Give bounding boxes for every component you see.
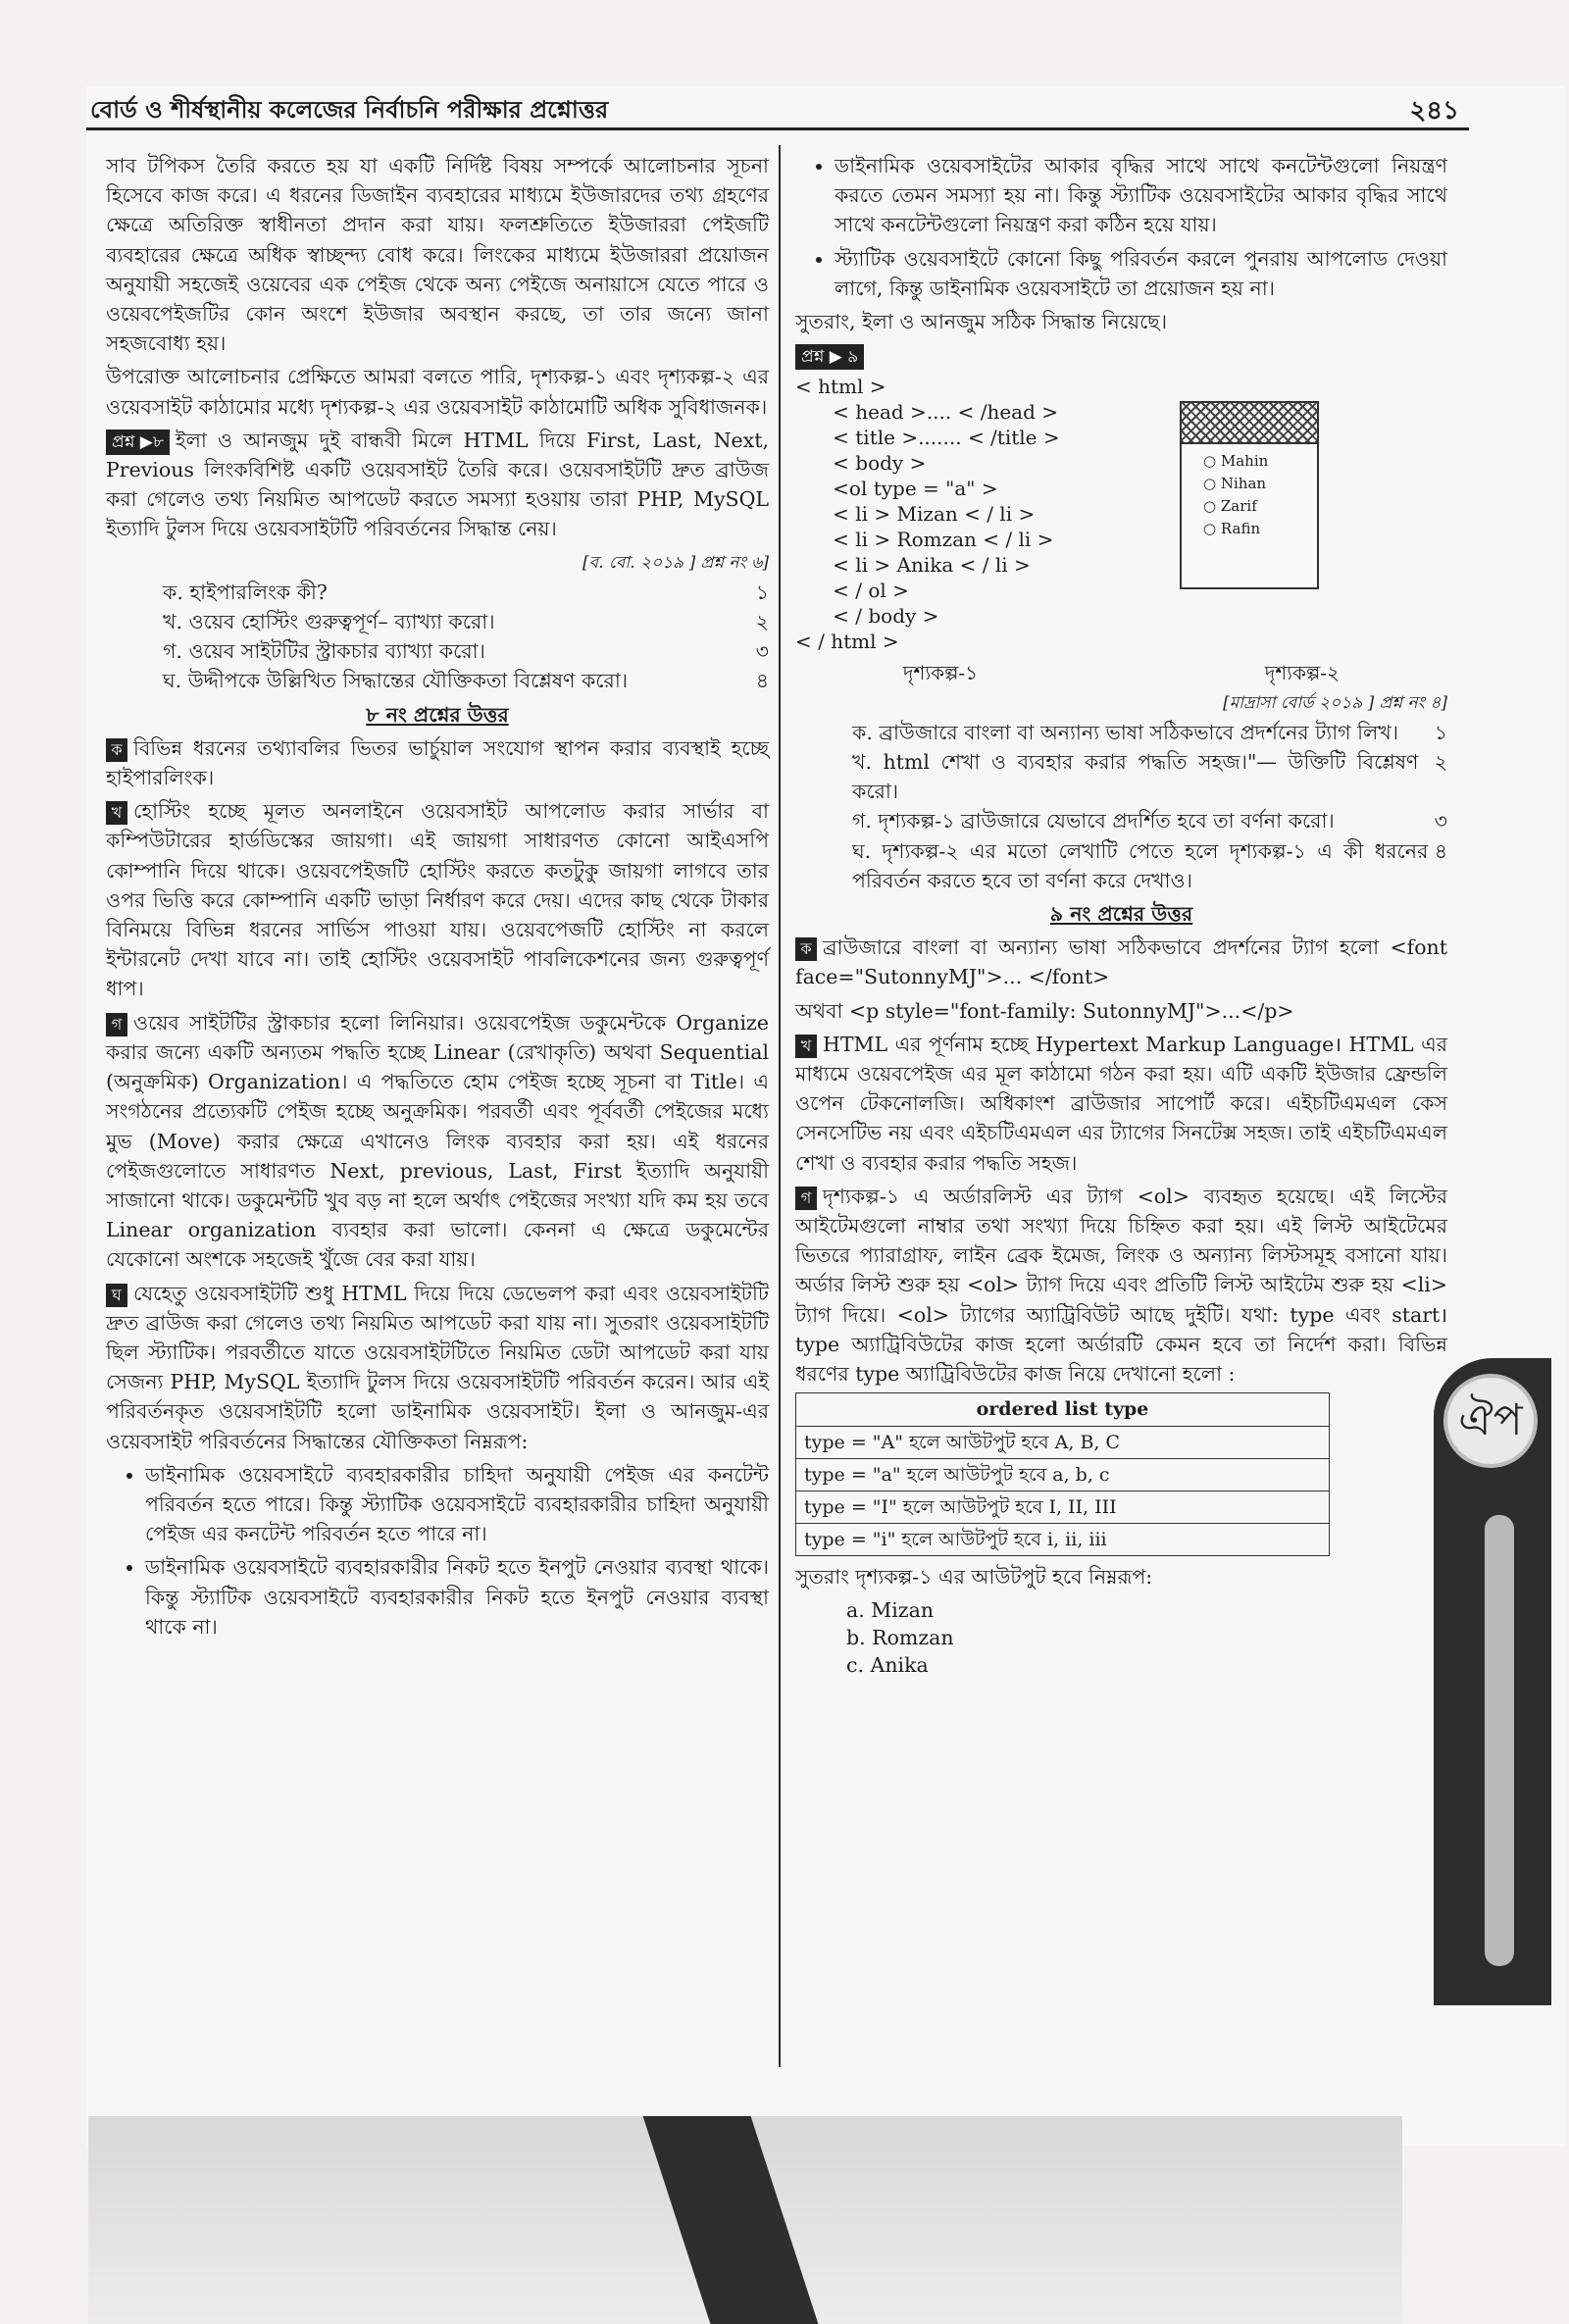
code-line: < title >....... < /title > bbox=[795, 426, 1060, 450]
left-column bbox=[106, 151, 769, 1645]
question-text: ইলা ও আনজুম দুই বান্ধবী মিলে HTML দিয়ে First, Last, Next, Previous লিংকবিশিষ্ট একটি ওয়েবসাইট তৈরি করে। ওয়েবসাইটটি দ্রুত ব্রাউজ করা গেলেও তথ্য নিয়মিত আপডেট করতে সমস্যা হওয়ায় তারা PHP, MySQL ইত্যাদি টুলস দিয়ে ওয়েবসাইটটি পরিবর্তনের সিদ্ধান্ত নেয়। bbox=[106, 428, 769, 541]
output-list bbox=[795, 1596, 1447, 1679]
code-line: <ol type = "a" > bbox=[795, 477, 998, 501]
right-column bbox=[795, 151, 1447, 1679]
sub-question: ক. ব্রাউজারে বাংলা বা অন্যান্য ভাষা সঠিকভাবে প্রদর্শনের ট্যাগ লিখ। ১ bbox=[852, 720, 1447, 744]
scene-labels bbox=[795, 658, 1447, 687]
sub-question: গ. দৃশ্যকল্প-১ ব্রাউজারে যেভাবে প্রদর্শিত হবে তা বর্ণনা করো। ৩ bbox=[852, 809, 1447, 834]
sub-question: গ. ওয়েব সাইটটির স্ট্রাকচার ব্যাখ্যা করো। ৩ bbox=[163, 639, 769, 664]
answer-tag: ক bbox=[795, 937, 817, 961]
page-title: বোর্ড ও শীর্ষস্থানীয় কলেজের নির্বাচনি পরীক্ষার প্রশ্নোত্তর bbox=[90, 95, 609, 124]
output-intro: সুতরাং দৃশ্যকল্প-১ এর আউটপুট হবে নিম্নরূপ: bbox=[795, 1565, 1153, 1590]
scene-2-label: দৃশ্যকল্প-২ bbox=[1264, 661, 1340, 685]
question-tag: প্রশ্ন ▶৮ bbox=[106, 429, 170, 455]
sub-question: খ. ওয়েব হোস্টিং গুরুত্বপূর্ণ– ব্যাখ্যা করো। ২ bbox=[163, 610, 769, 634]
answer-tag: ঘ bbox=[106, 1284, 127, 1307]
browser-list bbox=[1182, 444, 1317, 540]
answer-tag: খ bbox=[795, 1035, 817, 1058]
answer-tag: গ bbox=[795, 1187, 817, 1210]
table-row: type = "A" হলে আউটপুট হবে A, B, C bbox=[796, 1426, 1330, 1458]
chapter-side-tab bbox=[1434, 1358, 1551, 2005]
code-line: < head >.... < /head > bbox=[795, 400, 1059, 425]
side-strip bbox=[1485, 1515, 1514, 1966]
answer-ka: ক ব্রাউজারে বাংলা বা অন্যান্য ভাষা সঠিকভাবে প্রদর্শনের ট্যাগ হলো <font face="SutonnyMJ">... </font> bbox=[795, 935, 1447, 989]
code-line: < li > Anika < / li > bbox=[795, 553, 1031, 578]
question-tag: প্রশ্ন ▶ ৯ bbox=[795, 344, 864, 370]
bullet-list bbox=[106, 1460, 769, 1642]
list-item: ○ Mahin bbox=[1203, 452, 1269, 471]
list-item: c. Anika bbox=[846, 1652, 929, 1677]
chapter-logo-icon: ঐপ bbox=[1443, 1374, 1538, 1468]
table-row: type = "a" হলে আউটপুট হবে a, b, c bbox=[796, 1458, 1330, 1490]
list-item: • স্ট্যাটিক ওয়েবসাইটে কোনো কিছু পরিবর্তন করলে পুনরায় আপলোড দেওয়া লাগে, কিন্তু ডাইনামিক ওয়েবসাইটে তা প্রয়োজন হয় না। bbox=[835, 244, 1447, 303]
answer-gha: ঘ যেহেতু ওয়েবসাইটটি শুধু HTML দিয়ে দিয়ে ডেভেলপ করা এবং ওয়েবসাইটটি দ্রুত ব্রাউজ করা গেলেও তথ্য নিয়মিত আপডেট করা যায় না। সুতরাং ওয়েবসাইটটি ছিল স্ট্যাটিক। পরবর্তীতে যাতে ওয়েবসাইটটিতে নিয়মিত ডেটা আপডেট করা যায় সেজন্য PHP, MySQL ইত্যাদি টুলস দিয়ে ওয়েবসাইটটি পরিবর্তন করেন। আর এই পরিবর্তনকৃত ওয়েবসাইটটি হলো ডাইনামিক ওয়েবসাইট। ইলা ও আনজুম-এর ওয়েবসাইট পরিবর্তনের সিদ্ধান্তের যৌক্তিকতা নিম্নরূপ: bbox=[106, 1281, 769, 1453]
table-header: ordered list type bbox=[796, 1393, 1330, 1426]
question-8 bbox=[106, 426, 769, 544]
ordered-list-type-table bbox=[795, 1392, 1330, 1556]
answer-ga: গ দৃশ্যকল্প-১ এ অর্ডারলিস্ট এর ট্যাগ <ol> ব্যবহৃত হয়েছে। এই লিস্টের আইটেমগুলো নাম্বার তথা সংখ্যা দিয়ে চিহ্নিত করা হয়। এই লিস্ট আইটেমের ভিতরে প্যারাগ্রাফ, লাইন ব্রেক ইমেজ, লিংক ও অন্যান্য লিস্টসমূহ বসানো যায়। অর্ডার লিস্ট শুরু হয় <ol> ট্যাগ দিয়ে এবং প্রতিটি লিস্ট আইটেম শুরু হয় <li> ট্যাগ দিয়ে। <ol> ট্যাগের অ্যাট্রিবিউট আছে দুইটি। যথা: type এবং start। type অ্যাট্রিবিউটের কাজ হলো অর্ডারটি কেমন হবে তা নির্দেশ করা। বিভিন্ন ধরণের type অ্যাট্রিবিউটের কাজ নিয়ে দেখানো হলো : bbox=[795, 1184, 1447, 1387]
book-page bbox=[86, 86, 1565, 2146]
paragraph: উপরোক্ত আলোচনার প্রেক্ষিতে আমরা বলতে পারি, দৃশ্যকল্প-১ এবং দৃশ্যকল্প-২ এর ওয়েবসাইট কাঠামোর মধ্যে দৃশ্যকল্প-২ এর ওয়েবসাইট কাঠামোটি অধিক সুবিধাজনক। bbox=[106, 365, 769, 419]
code-line: < body > bbox=[795, 451, 927, 476]
table-row: type = "i" হলে আউটপুট হবে i, ii, iii bbox=[796, 1524, 1330, 1556]
code-line: < li > Romzan < / li > bbox=[795, 528, 1054, 552]
bullet-list bbox=[795, 151, 1447, 303]
answer-ga: গ ওয়েব সাইটটির স্ট্রাকচার হলো লিনিয়ার। ওয়েবপেইজ ডকুমেন্টকে Organize করার জন্যে একটি অন্যতম পদ্ধতি হচ্ছে Linear (রেখাকৃতি) অথবা Sequential (অনুক্রমিক) Organization। এ পদ্ধতিতে হোম পেইজ হচ্ছে সূচনা বা Title। এ সংগঠনের প্রত্যেকটি পেইজ হচ্ছে অনুক্রমিক। পরবর্তী এবং পূর্ববর্তী পেইজের মধ্যে মুভ (Move) করার ক্ষেত্রে এখানেও লিংক ব্যবহার করা হয়। এই ধরনের পেইজগুলোতে সাধারণত Next, previous, Last, First ইত্যাদি অনুযায়ী সাজানো থাকে। ডকুমেন্টটি খুব বড় না হলে অর্থাৎ পেইজের সংখ্যা যদি কম হয় তবে Linear organization ব্যবহার করা ভালো। কেননা এ ক্ষেত্রে ডকুমেন্টের যেকোনো অংশকে সহজেই খুঁজে বের করা যায়। bbox=[106, 1010, 769, 1272]
conclusion: সুতরাং, ইলা ও আনজুম সঠিক সিদ্ধান্ত নিয়েছে। bbox=[795, 310, 1168, 334]
page-header bbox=[86, 86, 1469, 130]
list-item: b. Romzan bbox=[846, 1625, 954, 1649]
browser-titlebar bbox=[1182, 403, 1317, 444]
table-row: type = "I" হলে আউটপুট হবে I, II, III bbox=[796, 1490, 1330, 1523]
answer-tag: খ bbox=[106, 801, 127, 825]
code-line: < / html > bbox=[795, 630, 899, 654]
list-item: ○ Rafin bbox=[1203, 520, 1261, 538]
list-item: • ডাইনামিক ওয়েবসাইটের আকার বৃদ্ধির সাথে সাথে কনটেন্টগুলো নিয়ন্ত্রণ করতে তেমন সমস্যা হয় না। কিন্তু স্ট্যাটিক ওয়েবসাইটের আকার বৃদ্ধির সাথে সাথে কনটেন্টগুলো নিয়ন্ত্রণ করা কঠিন হয়ে যায়। bbox=[835, 151, 1447, 240]
question-source: [মাদ্রাসা বোর্ড ২০১৯ ] প্রশ্ন নং ৪] bbox=[1223, 692, 1447, 713]
browser-window-illustration bbox=[1180, 401, 1319, 589]
list-item: ○ Zarif bbox=[1203, 497, 1257, 516]
answer-heading: ৯ নং প্রশ্নের উত্তর bbox=[1049, 902, 1193, 927]
question-source: [ব. বো. ২০১৯ ] প্রশ্ন নং ৬] bbox=[582, 552, 769, 573]
answer-kha: খ হোস্টিং হচ্ছে মূলত অনলাইনে ওয়েবসাইট আপলোড করার সার্ভার বা কম্পিউটারের হার্ডডিস্কের জায়গা। এই জায়গা সাধারণত কোনো আইএসপি কোম্পানি দিয়ে থাকে। ওয়েবপেইজটি হোস্টিং করতে কতটুকু জায়গা লাগবে তার ওপর ভিত্তি করে কোম্পানি একটি ভাড়া নির্ধারণ করে দেয়। এদের কাছ থেকে টাকার বিনিময়ে বিভিন্ন ধরনের সার্ভিস পাওয়া যায়। ওয়েবপেজটি হোস্টিং না করলে ইন্টারনেট দেখা যাবে না। তাই হোস্টিং ওয়েবসাইট পাবলিকেশনের জন্য গুরুত্বপূর্ণ ধাপ। bbox=[106, 799, 769, 1001]
answer-ka: ক বিভিন্ন ধরনের তথ্যাবলির ভিতর ভার্চুয়াল সংযোগ স্থাপন করার ব্যবস্থাই হচ্ছে হাইপারলিংক। bbox=[106, 735, 769, 790]
answer-heading: ৮ নং প্রশ্নের উত্তর bbox=[366, 702, 509, 727]
sub-question: ঘ. উদ্দীপকে উল্লিখিত সিদ্ধান্তের যৌক্তিকতা বিশ্লেষণ করো। ৪ bbox=[163, 669, 769, 693]
paragraph: সাব টপিকস তৈরি করতে হয় যা একটি নির্দিষ্ট বিষয় সম্পর্কে আলোচনার সূচনা হিসেবে কাজ করে। এ ধরনের ডিজাইন ব্যবহারের মাধ্যমে ইউজারদের তথ্য গ্রহণের ক্ষেত্রে অতিরিক্ত স্বাধীনতা প্রদান করা যায়। ফলশ্রুতিতে ইউজাররা পেইজটি ব্যবহারের ক্ষেত্রে অধিক স্বাচ্ছন্দ্য বোধ করে। লিংকের মাধ্যমে ইউজাররা প্রয়োজন অনুযায়ী সহজেই ওয়েবের এক পেইজ থেকে অন্য পেইজে অনায়াসে যেতে পারে ও ওয়েবপেইজটির কোন অংশে ইউজার অবস্থান করছে, তা তার জন্যে জানা সহজবোধ্য হয়। bbox=[106, 154, 769, 356]
list-item: ○ Nihan bbox=[1203, 475, 1267, 493]
scene-1-label: দৃশ্যকল্প-১ bbox=[903, 661, 979, 685]
list-item: • ডাইনামিক ওয়েবসাইটে ব্যবহারকারীর নিকট হতে ইনপুট নেওয়ার ব্যবস্থা থাকে। কিন্তু স্ট্যাটিক ওয়েবসাইটে ব্যবহারকারীর নিকট হতে ইনপুট নেওয়ার ব্যবস্থা থাকে না। bbox=[145, 1552, 769, 1642]
answer-tag: গ bbox=[106, 1013, 127, 1036]
question-9 bbox=[795, 340, 1447, 370]
answer-tag: ক bbox=[106, 738, 127, 762]
answer-ka-alt: অথবা <p style="font-family: SutonnyMJ">...</p> bbox=[795, 998, 1294, 1023]
code-block bbox=[795, 374, 1447, 658]
code-line: < html > bbox=[795, 375, 886, 399]
list-item: • ডাইনামিক ওয়েবসাইটে ব্যবহারকারীর চাহিদা অনুযায়ী পেইজ এর কনটেন্ট পরিবর্তন হতে পারে। কিন্তু স্ট্যাটিক ওয়েবসাইটে ব্যবহারকারীর চাহিদা অনুযায়ী পেইজ এর কনটেন্ট পরিবর্তন হতে পারে না। bbox=[145, 1460, 769, 1549]
sub-question: ক. হাইপারলিংক কী? ১ bbox=[163, 580, 769, 604]
column-divider bbox=[779, 145, 781, 2067]
sub-question: খ. html শেখা ও ব্যবহার করার পদ্ধতি সহজ।"— উক্তিটি বিশ্লেষণ করো। ২ bbox=[852, 750, 1447, 804]
page-number: ২৪১ bbox=[1409, 96, 1459, 126]
code-line: < / body > bbox=[795, 604, 939, 629]
code-line: < / ol > bbox=[795, 579, 909, 603]
code-line: < li > Mizan < / li > bbox=[795, 502, 1036, 527]
answer-kha: খ HTML এর পূর্ণনাম হচ্ছে Hypertext Markup Language। HTML এর মাধ্যমে ওয়েবপেইজ এর মূল কাঠামো গঠন করা হয়। এটি একটি ইউজার ফ্রেন্ডলি ওপেন টেকনোলজি। অধিকাংশ ব্রাউজার সাপোর্ট করে। এইচটিএমএল কেস সেনসেটিভ নয় এবং এইচটিএমএল এর ট্যাগের সিনটেক্স সহজ। তাই এইচটিএমএল শেখা ও ব্যবহার করার পদ্ধতি সহজ। bbox=[795, 1032, 1447, 1175]
sub-question: ঘ. দৃশ্যকল্প-২ এর মতো লেখাটি পেতে হলে দৃশ্যকল্প-১ এ কী ধরনের পরিবর্তন করতে হবে তা বর্ণনা করে দেখাও। ৪ bbox=[852, 838, 1447, 892]
list-item: a. Mizan bbox=[846, 1597, 935, 1622]
